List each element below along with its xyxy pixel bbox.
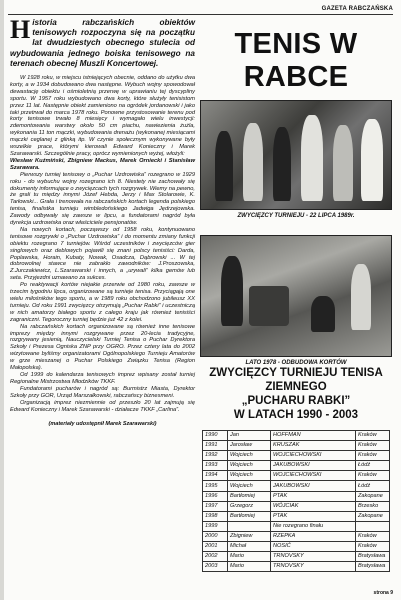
table-cell-last: Nie rozegrano finału bbox=[271, 521, 356, 531]
table-row bbox=[203, 542, 390, 552]
table-cell-last: PTAK bbox=[271, 491, 356, 501]
article-column bbox=[10, 15, 195, 588]
table-row bbox=[203, 491, 390, 501]
section-header: GAZETA RABCZAŃSKA bbox=[321, 6, 393, 12]
article-body bbox=[10, 75, 195, 413]
table-cell-year: 2002 bbox=[203, 552, 228, 562]
photo-figure bbox=[333, 125, 353, 201]
table-cell-year: 1995 bbox=[203, 481, 228, 491]
table-row bbox=[203, 501, 390, 511]
table-cell-first: Mario bbox=[228, 552, 271, 562]
table-cell-city: Kraków bbox=[356, 531, 390, 541]
photo-figure bbox=[351, 264, 371, 330]
photo-caption-1: ZWYCIĘZCY TURNIEJU - 22 LIPCA 1989r. bbox=[237, 213, 355, 219]
table-row bbox=[203, 451, 390, 461]
table-cell-first: Michał bbox=[228, 542, 271, 552]
table-cell-last: WÓJCIAK bbox=[271, 501, 356, 511]
table-cell-city: Bratysława bbox=[356, 562, 390, 572]
table-row bbox=[203, 521, 390, 531]
table-cell-first: Grzegorz bbox=[228, 501, 271, 511]
article-paragraph: Po reaktywacji kortów niejakie przerwie od 1980 roku, zawsze w trzecim tygodniu lipca, organizowane są turnieje tenisa. Przyciągają one wielu miłośników tego sportu, a w 1989 roku obchodzono jubileusz XX turnieju. Od roku 1991 zwycięzcy otrzymują „Puchar Rabki” i uczestniczą w nich amatorzy białego sportu z całego kraju jak również tenisiści zagraniczni. Tegoroczny turniej będzie już 42 z kolei. bbox=[10, 282, 195, 323]
table-cell-city bbox=[356, 521, 390, 531]
table-row bbox=[203, 471, 390, 481]
table-cell-first: Mario bbox=[228, 562, 271, 572]
table-cell-city: Kraków bbox=[356, 441, 390, 451]
table-cell-city: Bratysława bbox=[356, 552, 390, 562]
table-cell-last: TRNOVSKY bbox=[271, 562, 356, 572]
table-cell-last: WOJCIECHOWSKI bbox=[271, 471, 356, 481]
table-cell-last: KRUSZAK bbox=[271, 441, 356, 451]
photo-figure bbox=[249, 286, 289, 326]
table-row bbox=[203, 511, 390, 521]
table-cell-city: Łódź bbox=[356, 481, 390, 491]
photo-figure bbox=[301, 115, 323, 201]
table-cell-first: Wojciech bbox=[228, 451, 271, 461]
table-row bbox=[203, 431, 390, 441]
table-cell-first: Jarosław bbox=[228, 441, 271, 451]
table-cell-last: NOSIĆ bbox=[271, 542, 356, 552]
table-cell-last: JAKUBOWSKI bbox=[271, 481, 356, 491]
winners-table-body bbox=[203, 431, 390, 572]
table-row bbox=[203, 441, 390, 451]
table-cell-first: Zbigniew bbox=[228, 531, 271, 541]
table-cell-city: Brzesko bbox=[356, 501, 390, 511]
table-cell-last: TRNOVSKY bbox=[271, 552, 356, 562]
article-paragraph: Organizacją imprez niezmiennie od przeszło 20 lat zajmują się Edward Konieczny i Marek Szarawarski - działacze TKKF „Carlina”. bbox=[10, 399, 195, 413]
article-paragraph: Na rabczańskich kortach organizowane są również inne tenisowe imprezy między innymi rozgrywane przez 20-lecia tradycyjne, rozgrywany jesienią, Nauczycielski Turniej Tenisa o Puchar Dyrektora Szkoły i Prezesa Ogniska ZNP przy OGRO. Przez cztery lata do 2002 wizytowane byliśmy organizatorami Ogólnopolskiego Turnieju Amatorów w grze mieszanej o Puchar Polskiego Związku Tenisa (Region Małopolska). bbox=[10, 323, 195, 372]
table-row bbox=[203, 562, 390, 572]
table-cell-last: HOFFMAN bbox=[271, 431, 356, 441]
photo-figure bbox=[311, 296, 335, 332]
table-cell-year: 1998 bbox=[203, 511, 228, 521]
table-cell-year: 1999 bbox=[203, 521, 228, 531]
table-cell-first: Bartłomiej bbox=[228, 491, 271, 501]
article-intro bbox=[10, 15, 195, 69]
article-paragraph: W 1928 roku, w miejscu istniejących obecnie, oddano do użytku dwa korty, a w 1934 dobudowano dwa następne. Wybuch wojny spowodował dewastację obiektu i ośmioletnią przerwę w uprawianiu tej dyscypliny sportu. W 1957 roku wybudowano dwa korty, które służyły tenisistom przez 11 lat. Następnie obiekt zamieniono na ogródek jordanowski i jako taki przetrwał do marca 1978 roku. Ponowne przystosowanie terenu pod korty tenisowe trwało 8 miesięcy i wymagało wielu inwestycji: zdemontowania warstwy około 50 cm piachu, nawiezienia żużla, wykonania 11 ton mączki, wybudowania drenażu (wykonanej miesiącami mączki ceglanej z glinką itp. W czynie społecznym wykonywane były wszelkie prace, którymi kierowali Edward Konieczny i Marek Szarawarski. Szczególnie pracy, oprócz wymienionych wyżej, włożyli: bbox=[10, 75, 195, 157]
table-cell-year: 1996 bbox=[203, 491, 228, 501]
table-row bbox=[203, 531, 390, 541]
page-number: strona 9 bbox=[373, 590, 393, 596]
photo-figure bbox=[215, 131, 233, 201]
table-cell-city: Zakopane bbox=[356, 511, 390, 521]
article-paragraph-names: Wiesław Kuźmiński, Zbigniew Mackus, Marek Orniecki i Stanisław Szarawara. bbox=[10, 157, 195, 171]
table-cell-city: Kraków bbox=[356, 431, 390, 441]
article-paragraph: Fundatorami pucharów i nagród są: Burmistrz Miasta, Dyrektor Szkoły przy GOR, Urząd Marszałkowski, rabczańscy biznesmeni. bbox=[10, 385, 195, 399]
photo-figure bbox=[361, 119, 383, 201]
table-cell-city: Kraków bbox=[356, 471, 390, 481]
table-cell-city: Kraków bbox=[356, 451, 390, 461]
table-cell-first: Jan bbox=[228, 431, 271, 441]
table-cell-year: 1994 bbox=[203, 471, 228, 481]
article-paragraph: Na nowych kortach, począwszy od 1958 roku, kontynuowano tenisowe rozgrywki o „Puchar Uzdrowiska” i do momentu zmiany funkcji obiektu rozegrano 7 turniejów. Wśród uczestników i zwycięzców gier singlowych oraz deblowych pojawili się znani polscy tenisiści: Darda, Poplawska, Horain, Kubaty, Nowak, Osadcza, Dąbrowski ... W tej dobrowolnej stawce nie zabrakło zawodników: J.Proszowska, Z.Jurczakiewicz, L.Szarawarski i innych, a „urywali” kilka gemów lub seta. Przyjezdni uznawano za sukces. bbox=[10, 226, 195, 282]
table-cell-year: 1991 bbox=[203, 441, 228, 451]
winners-section bbox=[200, 366, 392, 572]
article-credit: (materiały udostępnił Marek Szarawarski) bbox=[48, 421, 157, 428]
drop-cap: H bbox=[10, 15, 31, 44]
article-paragraph: Od 1999 do kalendarza tenisowych imprez wpisany został turniej Regionalne Mistrzostwa Młodzików TKKF. bbox=[10, 371, 195, 385]
table-cell-last: PTAK bbox=[271, 511, 356, 521]
table-cell-year: 1992 bbox=[203, 451, 228, 461]
table-row bbox=[203, 552, 390, 562]
article-paragraph: Pierwszy turniej tenisowy o „Puchar Uzdrowiska” rozegrano w 1929 roku - do wybuchu wojny rozegrano ich 8. Niestety nie zachowały się dokumenty informujące o zwycięzcach tych rozgrywek. Wiemy na pewno, że grali tu między innymi Józef Hebda, Jerzy i Max Stolarowie, K. Tarłowski... Grała i trenowała na rabczańskich kortach legenda polskiego tenisa, finalistka turnieju wimbledońskiego Jadwiga Jędrzejowska. Zawody odbywały się zawsze w lipcu, a fundatorami nagród była dyrekcja uzdrowiska oraz właściciele pensjonatów. bbox=[10, 171, 195, 227]
photo-figure bbox=[243, 123, 263, 201]
page-title: TENIS W RABCE bbox=[234, 28, 358, 93]
table-cell-year: 2000 bbox=[203, 531, 228, 541]
photo-column bbox=[200, 18, 392, 366]
table-cell-year: 1993 bbox=[203, 461, 228, 471]
table-cell-city: Kraków bbox=[356, 542, 390, 552]
photo-caption-2: LATO 1978 - ODBUDOWA KORTÓW bbox=[245, 360, 347, 366]
table-cell-first: Wojciech bbox=[228, 461, 271, 471]
winners-table bbox=[202, 430, 390, 572]
photo-figure bbox=[273, 127, 291, 201]
table-cell-last: JAKUBOWSKI bbox=[271, 461, 356, 471]
photo-winners-1989 bbox=[200, 100, 392, 210]
table-cell-first bbox=[228, 521, 271, 531]
table-cell-city: Łódź bbox=[356, 461, 390, 471]
table-cell-last: WOJCIECHOWSKI bbox=[271, 451, 356, 461]
table-cell-first: Bartłomiej bbox=[228, 511, 271, 521]
table-cell-year: 2003 bbox=[203, 562, 228, 572]
table-cell-year: 1990 bbox=[203, 431, 228, 441]
header-rule bbox=[8, 14, 393, 15]
winners-heading-line2: „PUCHARU RABKI” bbox=[241, 395, 351, 407]
table-row bbox=[203, 481, 390, 491]
winners-heading-line1: ZWYCIĘZCY TURNIEJU TENISA ZIEMNEGO bbox=[209, 367, 383, 393]
table-cell-first: Wojciech bbox=[228, 481, 271, 491]
winners-heading-line3: W LATACH 1990 - 2003 bbox=[233, 409, 359, 421]
photo-figure bbox=[221, 256, 243, 326]
page-gutter bbox=[0, 0, 4, 600]
winners-heading bbox=[200, 366, 392, 422]
table-cell-city: Zakopane bbox=[356, 491, 390, 501]
table-cell-year: 1997 bbox=[203, 501, 228, 511]
table-row bbox=[203, 461, 390, 471]
table-cell-year: 2001 bbox=[203, 542, 228, 552]
photo-court-rebuild-1978 bbox=[200, 235, 392, 357]
table-cell-first: Wojciech bbox=[228, 471, 271, 481]
table-cell-last: RZEPKA bbox=[271, 531, 356, 541]
intro-text: istoria rabczańskich obiektów tenisowych rozpoczyna się na początku lat dwudziestych obecnego stulecia od wybudowania jednego boiska tenisowego na terenach obecnej Muszli Koncertowej. bbox=[10, 18, 195, 68]
